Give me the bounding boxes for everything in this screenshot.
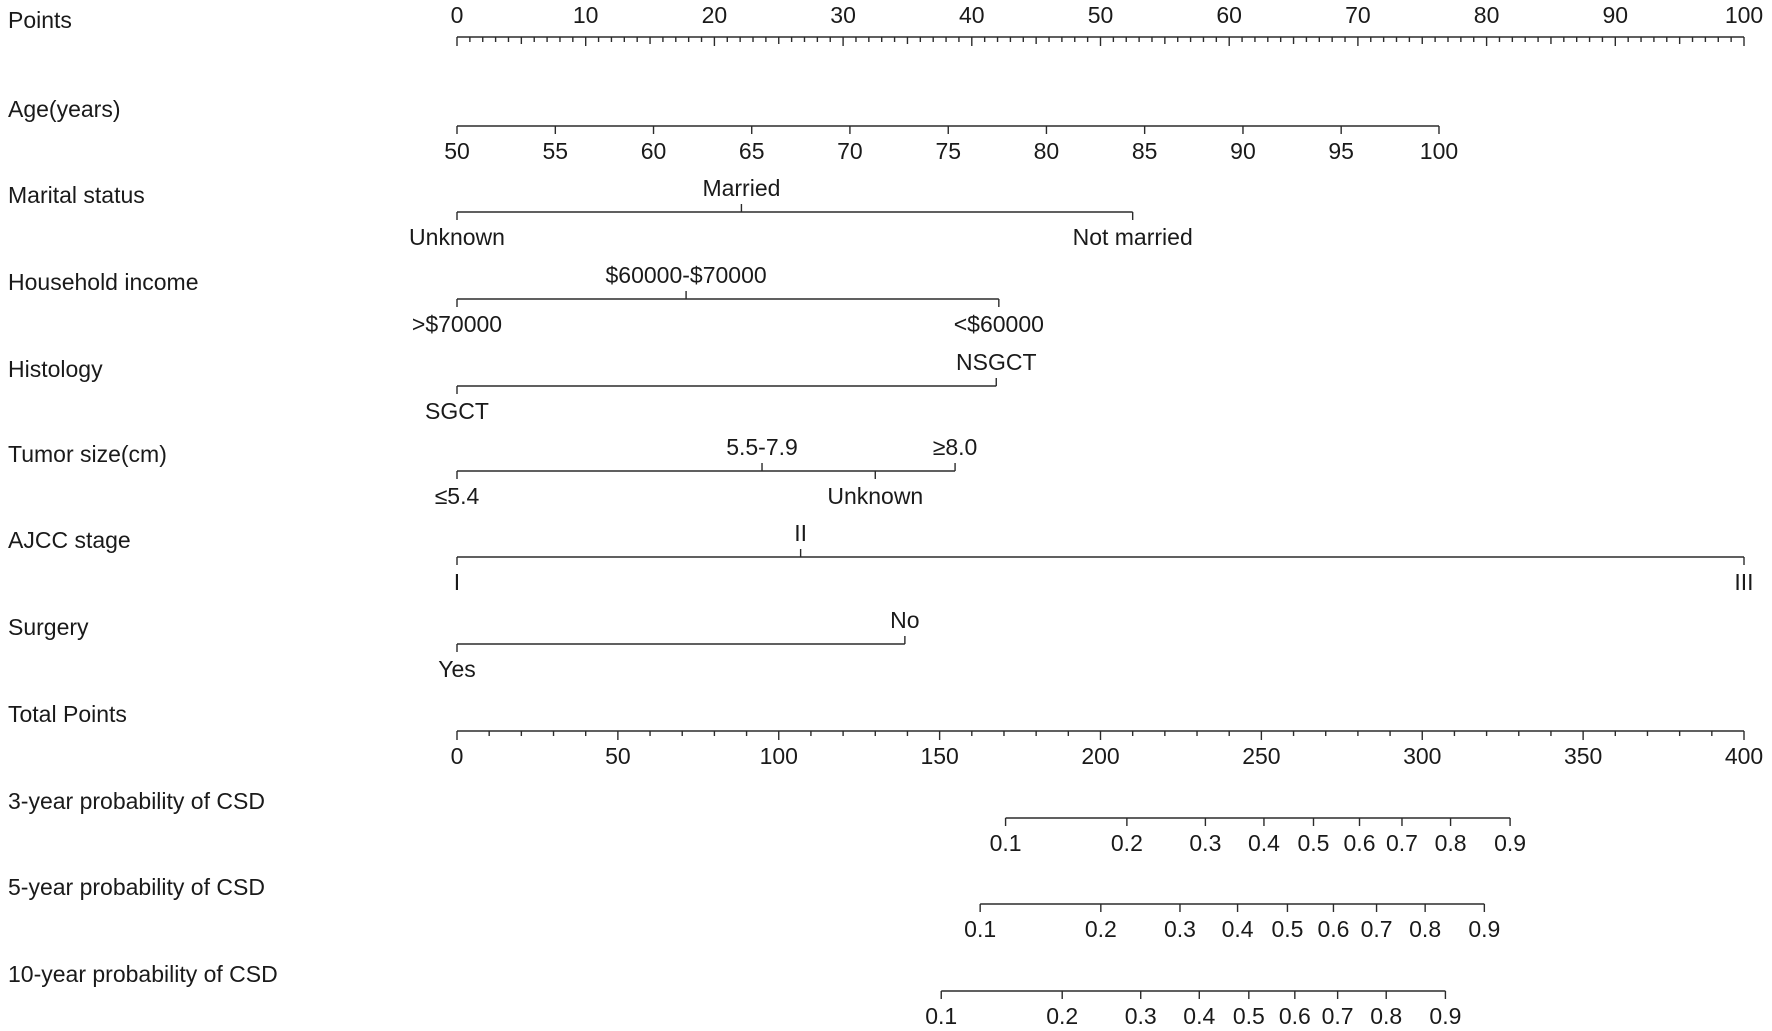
tumor-size-cm-level-label: ≥8.0	[932, 434, 978, 460]
age-years-tick-label: 100	[1419, 138, 1459, 164]
row-label-total-points: Total Points	[8, 701, 127, 727]
ajcc-stage-level-label: III	[1734, 569, 1754, 595]
age-years-tick-label: 95	[1328, 138, 1354, 164]
row-label-ajcc-stage: AJCC stage	[8, 527, 131, 553]
tumor-size-cm-level-label: ≤5.4	[434, 483, 480, 509]
points-tick-label: 10	[572, 2, 599, 28]
points-tick-label: 50	[1087, 2, 1114, 28]
household-income-level-label: $60000-$70000	[605, 262, 767, 288]
marital-status-level-label: Unknown	[409, 224, 505, 250]
points-tick-label: 30	[830, 2, 856, 28]
10-year-probability-of-csd-tick-label: 0.1	[925, 1003, 958, 1029]
total-points-tick-label: 350	[1563, 743, 1603, 769]
5-year-probability-of-csd-tick-label: 0.7	[1360, 916, 1393, 942]
age-years-tick-label: 50	[444, 138, 470, 164]
5-year-probability-of-csd-tick-label: 0.4	[1221, 916, 1254, 942]
age-years-tick-label: 55	[542, 138, 569, 164]
10-year-probability-of-csd-tick-label: 0.5	[1232, 1003, 1265, 1029]
total-points-tick-label: 300	[1403, 743, 1442, 769]
10-year-probability-of-csd-tick-label: 0.8	[1370, 1003, 1403, 1029]
row-label-5-year-probability-of-csd: 5-year probability of CSD	[8, 874, 265, 900]
row-label-marital-status: Marital status	[8, 182, 145, 208]
5-year-probability-of-csd-tick-label: 0.3	[1163, 916, 1196, 942]
10-year-probability-of-csd-tick-label: 0.3	[1124, 1003, 1157, 1029]
age-years-tick-label: 90	[1230, 138, 1256, 164]
row-label-tumor-size-cm: Tumor size(cm)	[8, 441, 167, 467]
points-tick-label: 20	[701, 2, 728, 28]
household-income-level-label: <$60000	[953, 311, 1044, 337]
10-year-probability-of-csd-tick-label: 0.4	[1183, 1003, 1216, 1029]
histology-level-label: NSGCT	[956, 349, 1037, 375]
3-year-probability-of-csd-tick-label: 0.4	[1247, 830, 1280, 856]
marital-status-level-label: Married	[702, 175, 781, 201]
total-points-tick-label: 100	[759, 743, 798, 769]
points-tick-label: 100	[1724, 2, 1764, 28]
10-year-probability-of-csd-tick-label: 0.9	[1429, 1003, 1462, 1029]
age-years-tick-label: 65	[738, 138, 765, 164]
3-year-probability-of-csd-tick-label: 0.9	[1494, 830, 1527, 856]
points-tick-label: 80	[1473, 2, 1500, 28]
row-label-age-years: Age(years)	[8, 96, 121, 122]
tumor-size-cm-level-label: Unknown	[827, 483, 924, 509]
marital-status-level-label: Not married	[1072, 224, 1193, 250]
total-points-tick-label: 200	[1081, 743, 1120, 769]
age-years-tick-label: 75	[935, 138, 962, 164]
5-year-probability-of-csd-tick-label: 0.9	[1468, 916, 1501, 942]
surgery-level-label: Yes	[438, 656, 476, 682]
3-year-probability-of-csd-tick-label: 0.7	[1385, 830, 1418, 856]
total-points-tick-label: 150	[920, 743, 959, 769]
10-year-probability-of-csd-tick-label: 0.6	[1278, 1003, 1311, 1029]
ajcc-stage-level-label: II	[794, 520, 808, 546]
3-year-probability-of-csd-tick-label: 0.8	[1434, 830, 1467, 856]
10-year-probability-of-csd-tick-label: 0.7	[1321, 1003, 1354, 1029]
points-tick-label: 90	[1602, 2, 1629, 28]
total-points-tick-label: 250	[1242, 743, 1281, 769]
row-label-surgery: Surgery	[8, 614, 89, 640]
5-year-probability-of-csd-tick-label: 0.8	[1409, 916, 1442, 942]
points-tick-label: 60	[1216, 2, 1242, 28]
3-year-probability-of-csd-tick-label: 0.6	[1343, 830, 1376, 856]
row-label-10-year-probability-of-csd: 10-year probability of CSD	[8, 961, 278, 987]
surgery-level-label: No	[890, 607, 920, 633]
5-year-probability-of-csd-tick-label: 0.2	[1084, 916, 1117, 942]
age-years-tick-label: 80	[1033, 138, 1060, 164]
age-years-tick-label: 70	[837, 138, 863, 164]
5-year-probability-of-csd-tick-label: 0.6	[1317, 916, 1350, 942]
points-tick-label: 40	[959, 2, 985, 28]
points-tick-label: 0	[450, 2, 464, 28]
row-label-histology: Histology	[8, 356, 103, 382]
age-years-tick-label: 60	[640, 138, 667, 164]
5-year-probability-of-csd-tick-label: 0.1	[964, 916, 997, 942]
3-year-probability-of-csd-tick-label: 0.3	[1189, 830, 1222, 856]
row-label-household-income: Household income	[8, 269, 199, 295]
ajcc-stage-level-label: I	[453, 569, 461, 595]
total-points-tick-label: 50	[605, 743, 631, 769]
3-year-probability-of-csd-tick-label: 0.1	[989, 830, 1022, 856]
row-label-3-year-probability-of-csd: 3-year probability of CSD	[8, 788, 265, 814]
total-points-tick-label: 400	[1724, 743, 1764, 769]
points-tick-label: 70	[1345, 2, 1371, 28]
household-income-level-label: >$70000	[411, 311, 503, 337]
age-years-tick-label: 85	[1131, 138, 1158, 164]
10-year-probability-of-csd-tick-label: 0.2	[1046, 1003, 1079, 1029]
row-label-points: Points	[8, 7, 72, 33]
3-year-probability-of-csd-tick-label: 0.2	[1110, 830, 1143, 856]
total-points-tick-label: 0	[450, 743, 464, 769]
histology-level-label: SGCT	[425, 398, 489, 424]
tumor-size-cm-level-label: 5.5-7.9	[726, 434, 798, 460]
5-year-probability-of-csd-tick-label: 0.5	[1271, 916, 1304, 942]
3-year-probability-of-csd-tick-label: 0.5	[1297, 830, 1330, 856]
